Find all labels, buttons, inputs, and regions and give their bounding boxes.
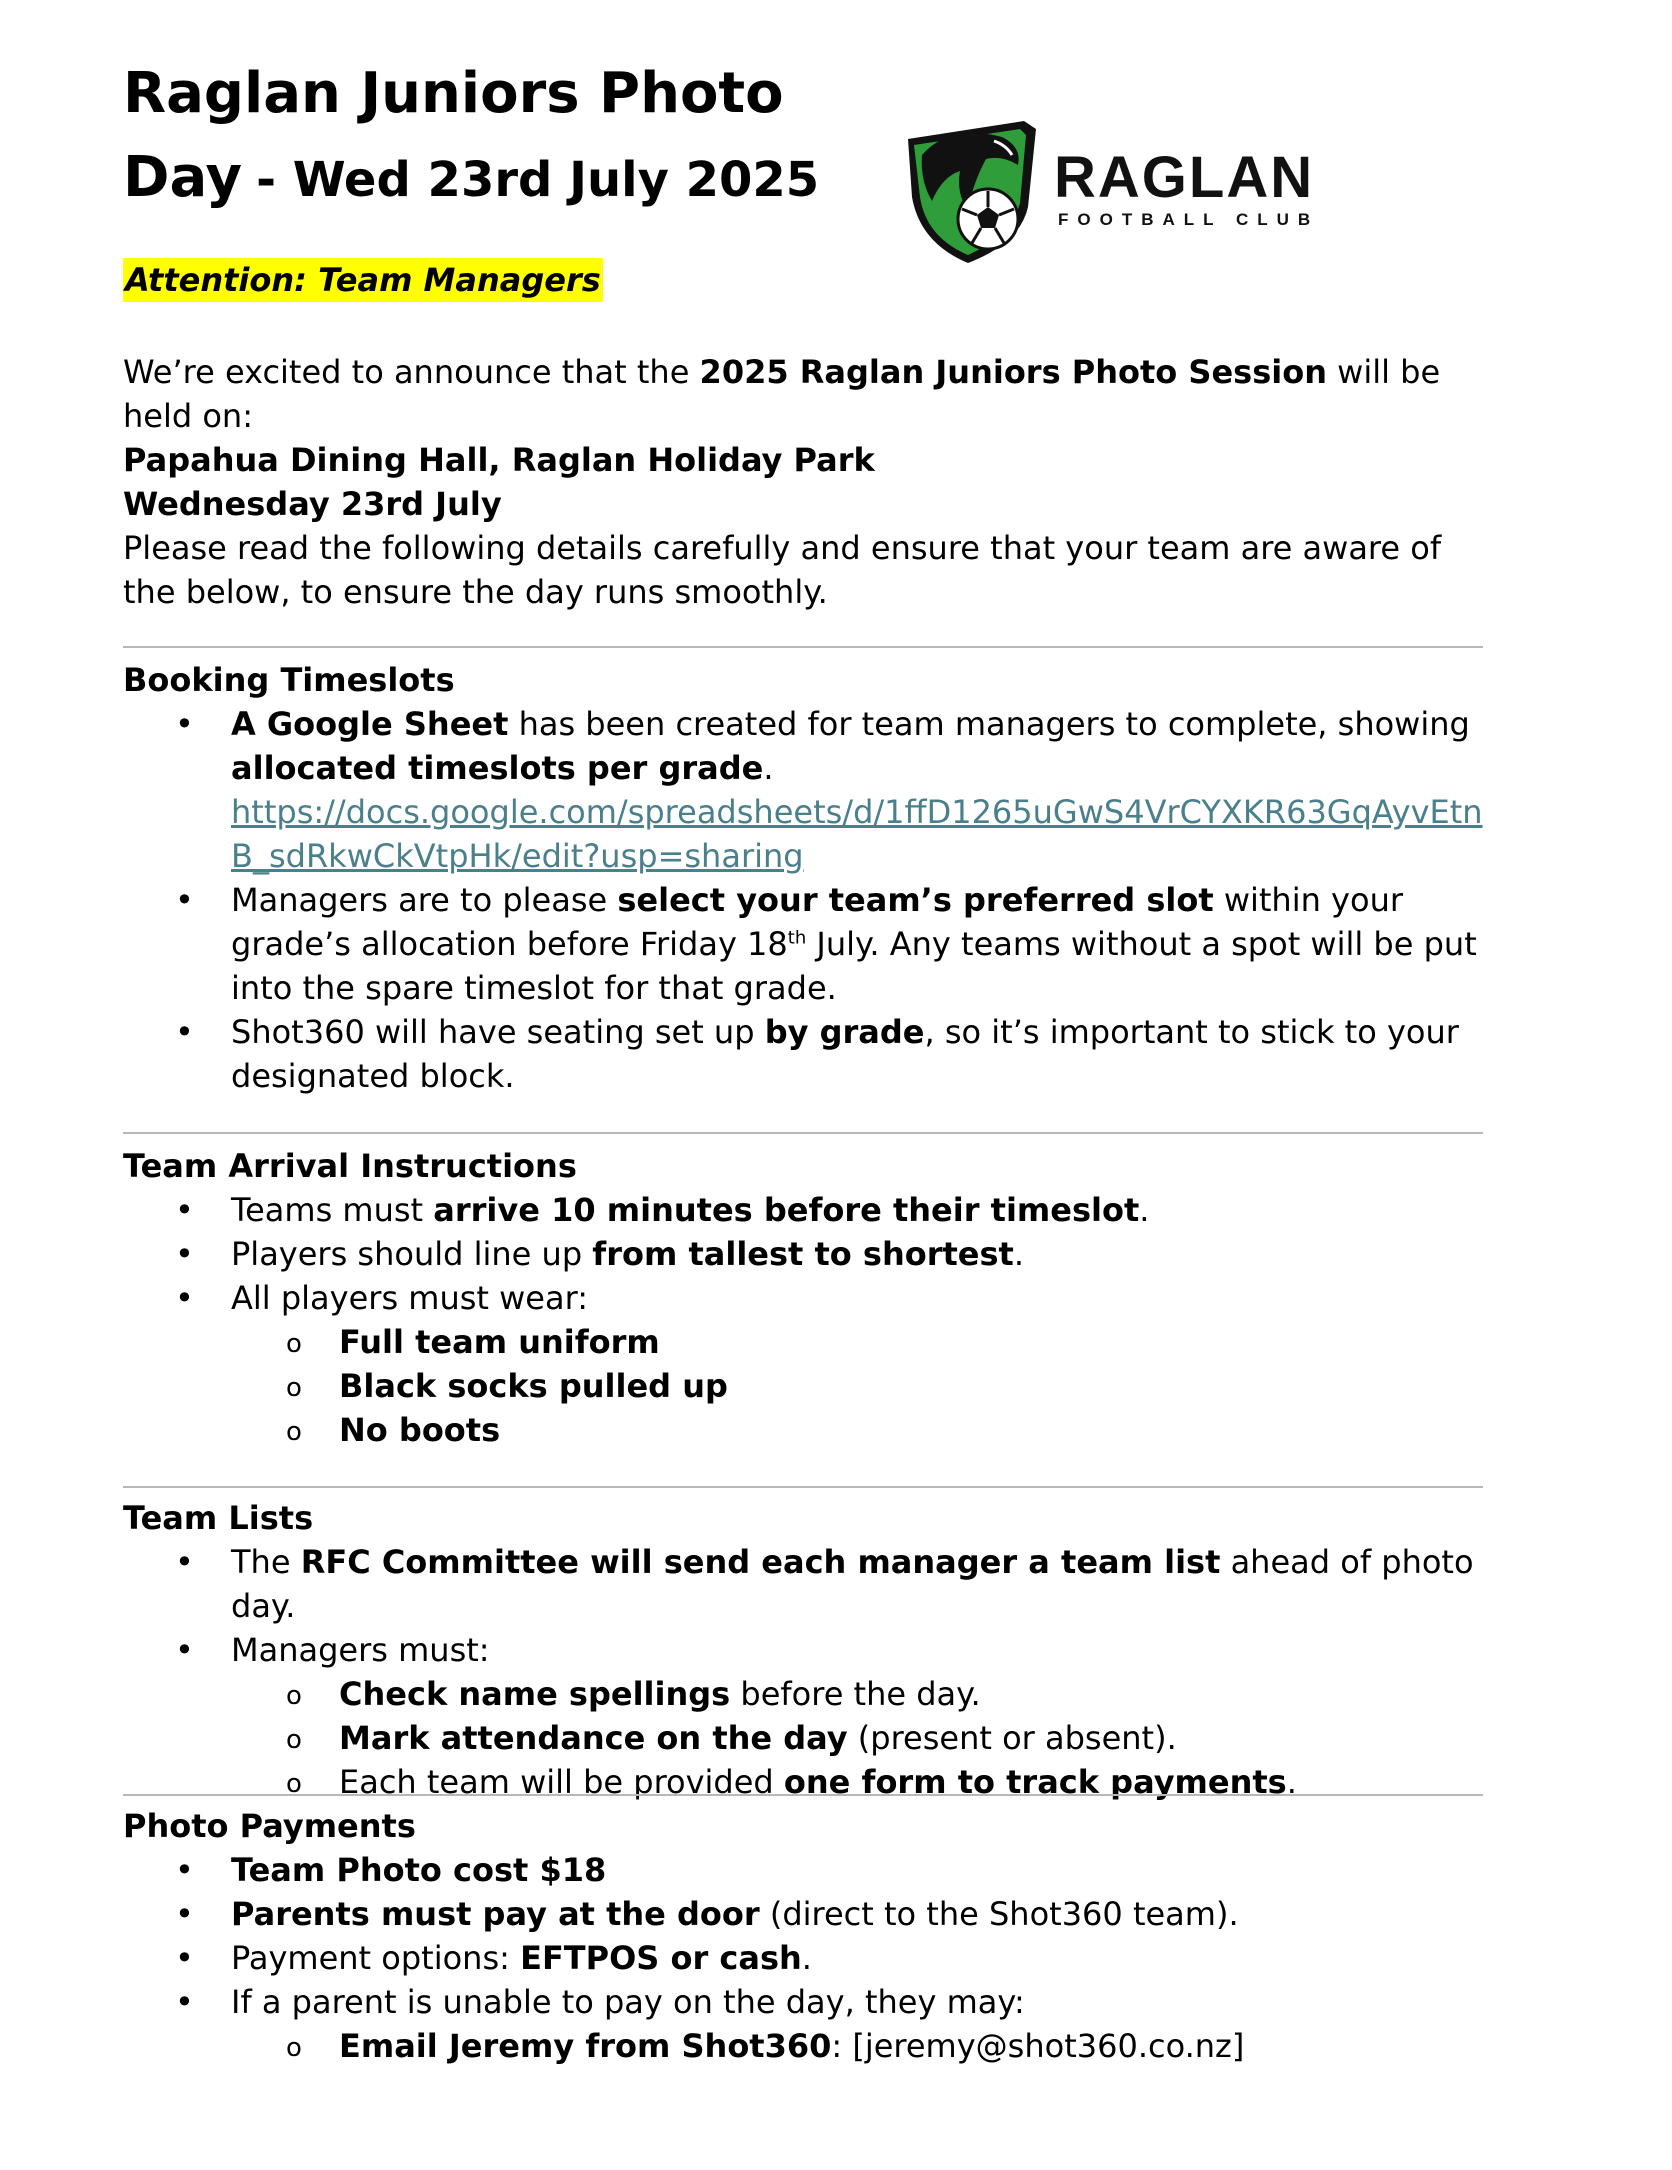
ordinal-suffix: th: [787, 927, 807, 949]
section-title-arrival: Team Arrival Instructions: [123, 1147, 577, 1185]
section-title-booking: Booking Timeslots: [123, 661, 455, 699]
list-item: [123, 1892, 1483, 1936]
sub-list-item: [123, 1364, 1483, 1408]
punctuation: .: [1013, 1235, 1025, 1273]
list-item: [123, 1936, 1483, 1980]
logo-football-club-text: FOOTBALL CLUB: [1058, 210, 1320, 229]
uniform-item: Full team uniform: [339, 1323, 660, 1361]
instructions-text: Please read the following details carefully and ensure that your team are aware of the below, to ensure the day runs smoothly.: [123, 529, 1442, 611]
bullet-text: before the day.: [730, 1675, 981, 1713]
bullet-bold: from tallest to shortest: [592, 1235, 1014, 1273]
list-item: [123, 1848, 1483, 1892]
uniform-item: Black socks pulled up: [339, 1367, 728, 1405]
punctuation: .: [1139, 1191, 1150, 1229]
payments-section: [123, 1804, 1483, 2068]
divider: [123, 1486, 1483, 1488]
link-line2[interactable]: B_sdRkwCkVtpHk/edit?usp=sharing: [231, 837, 804, 875]
intro-text: We’re excited to announce that the: [123, 353, 700, 391]
photo-cost: Team Photo cost $18: [231, 1851, 607, 1889]
divider: [123, 1132, 1483, 1134]
bullet-bold: RFC Committee will send each manager a team list: [300, 1543, 1221, 1581]
bullet-bold: arrive 10 minutes before their timeslot: [433, 1191, 1140, 1229]
booking-section: [123, 658, 1483, 1098]
title-date: - Wed 23rd July 2025: [256, 152, 820, 208]
bullet-text: Each team will be provided: [339, 1763, 784, 1801]
bullet-text: Managers are to please: [231, 881, 618, 919]
bullet-bold: Email Jeremy from Shot360: [339, 2027, 832, 2065]
page-title-line1: Raglan Juniors Photo: [123, 61, 784, 126]
attention-banner: Attention: Team Managers: [123, 258, 603, 302]
list-item: [123, 878, 1483, 1010]
punctuation: .: [1286, 1763, 1297, 1801]
email-address[interactable]: : [jeremy@shot360.co.nz]: [831, 2027, 1245, 2065]
divider: [123, 646, 1483, 648]
list-item: [123, 1540, 1483, 1628]
bullet-text: Players should line up: [231, 1235, 593, 1273]
sub-list-item: [123, 1760, 1483, 1804]
bullet-text: (direct to the Shot360 team).: [759, 1895, 1239, 1933]
bullet-bold: allocated timeslots per grade: [231, 749, 764, 787]
list-item: [123, 1188, 1483, 1232]
bullet-bold: one form to track payments: [783, 1763, 1287, 1801]
list-item: [123, 1232, 1483, 1276]
sub-list-item: [123, 1716, 1483, 1760]
uniform-item: No boots: [339, 1411, 501, 1449]
bullet-text: Payment options:: [231, 1939, 521, 1977]
team-lists-section: [123, 1496, 1483, 1804]
bullet-text: (present or absent).: [847, 1719, 1177, 1757]
sub-list-item: [123, 1408, 1483, 1452]
intro-section: [123, 350, 1483, 526]
arrival-section: [123, 1144, 1483, 1452]
list-item: • If a parent is unable to pay on the day, they may:: [123, 1980, 1483, 2024]
bullet-text: Teams must: [231, 1191, 434, 1229]
event-date: Wednesday 23rd July: [123, 485, 502, 523]
list-item: [123, 1010, 1483, 1098]
intro-text-end: will be held on:: [123, 353, 1441, 435]
punctuation: .: [763, 749, 774, 787]
intro-paragraph: [123, 526, 1463, 614]
bullet-text: has been created for team managers to complete, showing: [508, 705, 1470, 743]
bullet-text: within your grade’s allocation before Friday 18: [231, 881, 1403, 963]
divider: [123, 1794, 1483, 1796]
venue: Papahua Dining Hall, Raglan Holiday Park: [123, 441, 875, 479]
sub-list-item: [123, 2024, 1483, 2068]
bullet-text: ahead of photo day.: [231, 1543, 1474, 1625]
bullet-text: Shot360 will have seating set up: [231, 1013, 765, 1051]
google-sheet-link[interactable]: [231, 793, 1483, 875]
bullet-bold: select your team’s preferred slot: [617, 881, 1214, 919]
page-title-line2: [123, 140, 819, 218]
bullet-bold: Parents must pay at the door: [231, 1895, 760, 1933]
sub-list-item: [123, 1672, 1483, 1716]
sub-list-item: [123, 1320, 1483, 1364]
raglan-football-club-logo: [902, 115, 1342, 265]
bullet-text: , so it’s important to stick to your designated block.: [231, 1013, 1459, 1095]
list-item: [123, 702, 1483, 878]
logo-raglan-text: RAGLAN: [1054, 145, 1315, 210]
link-line1[interactable]: https://docs.google.com/spreadsheets/d/1ffD1265uGwS4VrCYXKR63GqAyvEtn: [231, 793, 1483, 831]
session-name: 2025 Raglan Juniors Photo Session: [699, 353, 1327, 391]
bullet-text: July. Any teams without a spot will be put into the spare timeslot for that grade.: [231, 925, 1477, 1007]
club-crest-icon: [908, 121, 1036, 263]
list-item: • All players must wear:: [123, 1276, 1483, 1320]
list-item: • Managers must:: [123, 1628, 1483, 1672]
section-title-payments: Photo Payments: [123, 1807, 416, 1845]
bullet-text: The: [231, 1543, 301, 1581]
bullet-bold: Mark attendance on the day: [339, 1719, 848, 1757]
google-sheet-label: A Google Sheet: [231, 705, 509, 743]
section-title-team-lists: Team Lists: [123, 1499, 314, 1537]
bullet-bold: by grade: [764, 1013, 925, 1051]
punctuation: .: [801, 1939, 812, 1977]
intro-line: [123, 350, 1483, 438]
bullet-bold: Check name spellings: [339, 1675, 731, 1713]
title-day: Day: [123, 145, 243, 210]
payment-options: EFTPOS or cash: [520, 1939, 802, 1977]
